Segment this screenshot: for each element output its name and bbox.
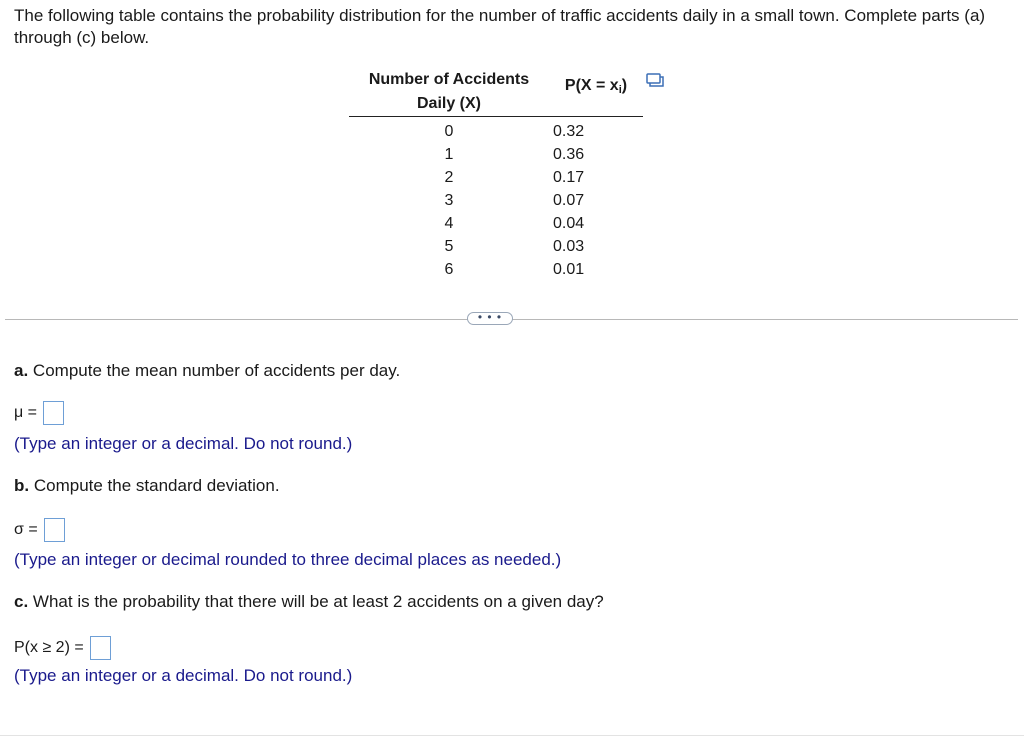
- question-b-letter: b.: [14, 476, 30, 495]
- sigma-label: σ =: [14, 521, 38, 538]
- probability-distribution-table: [349, 68, 643, 281]
- hint-a: (Type an integer or a decimal. Do not round.): [14, 434, 353, 453]
- probability-answer-input[interactable]: [90, 636, 111, 660]
- table-row: [349, 143, 643, 166]
- bottom-divider: [0, 735, 1024, 736]
- std-dev-answer-input[interactable]: [44, 518, 65, 542]
- question-c: [14, 591, 604, 613]
- cell-p: 0.04: [553, 215, 585, 232]
- table-row: [349, 189, 643, 212]
- cell-p: 0.17: [553, 169, 585, 186]
- table-row: [349, 212, 643, 235]
- problem-intro: The following table contains the probability distribution for the number of traffic accidents daily in a small town. Complete parts (a) through (c) below.: [14, 6, 986, 47]
- more-options-button[interactable]: • • •: [467, 312, 513, 325]
- cell-p: 0.32: [553, 123, 585, 140]
- probability-label: P(x ≥ 2) =: [14, 639, 84, 656]
- cell-x: 0: [444, 123, 454, 140]
- cell-x: 1: [444, 146, 454, 163]
- cell-x: 4: [444, 215, 454, 232]
- copy-icon[interactable]: [646, 73, 664, 87]
- cell-p: 0.36: [553, 146, 585, 163]
- cell-p: 0.01: [553, 261, 585, 278]
- cell-p: 0.07: [553, 192, 585, 209]
- header-accidents-line1: Number of Accidents: [368, 71, 530, 88]
- question-b: [14, 475, 280, 497]
- cell-x: 2: [444, 169, 454, 186]
- cell-x: 5: [444, 238, 454, 255]
- question-a-text: Compute the mean number of accidents per day.: [32, 361, 401, 380]
- mean-answer-input[interactable]: [43, 401, 64, 425]
- question-a: [14, 360, 400, 382]
- cell-p: 0.03: [553, 238, 585, 255]
- cell-x: 6: [444, 261, 454, 278]
- header-probability: $P(X = x_i)$: [549, 68, 643, 117]
- question-b-text: Compute the standard deviation.: [33, 476, 280, 495]
- hint-b: (Type an integer or decimal rounded to three decimal places as needed.): [14, 550, 562, 569]
- question-c-letter: c.: [14, 592, 29, 611]
- table-row: [349, 235, 643, 258]
- header-accidents-line2: Daily (X): [416, 95, 481, 112]
- cell-x: 3: [444, 192, 454, 209]
- table-row: [349, 166, 643, 189]
- table-row: [349, 117, 643, 144]
- mu-label: μ =: [14, 404, 38, 421]
- answer-a-row: [14, 401, 64, 425]
- question-c-text: What is the probability that there will be at least 2 accidents on a given day?: [32, 592, 604, 611]
- header-accidents: [349, 68, 549, 117]
- hint-c: (Type an integer or a decimal. Do not round.): [14, 666, 353, 685]
- answer-b-row: [14, 518, 65, 542]
- answer-c-row: [14, 636, 111, 660]
- table-row: [349, 258, 643, 281]
- question-a-letter: a.: [14, 361, 29, 380]
- table-header-row: [349, 68, 643, 117]
